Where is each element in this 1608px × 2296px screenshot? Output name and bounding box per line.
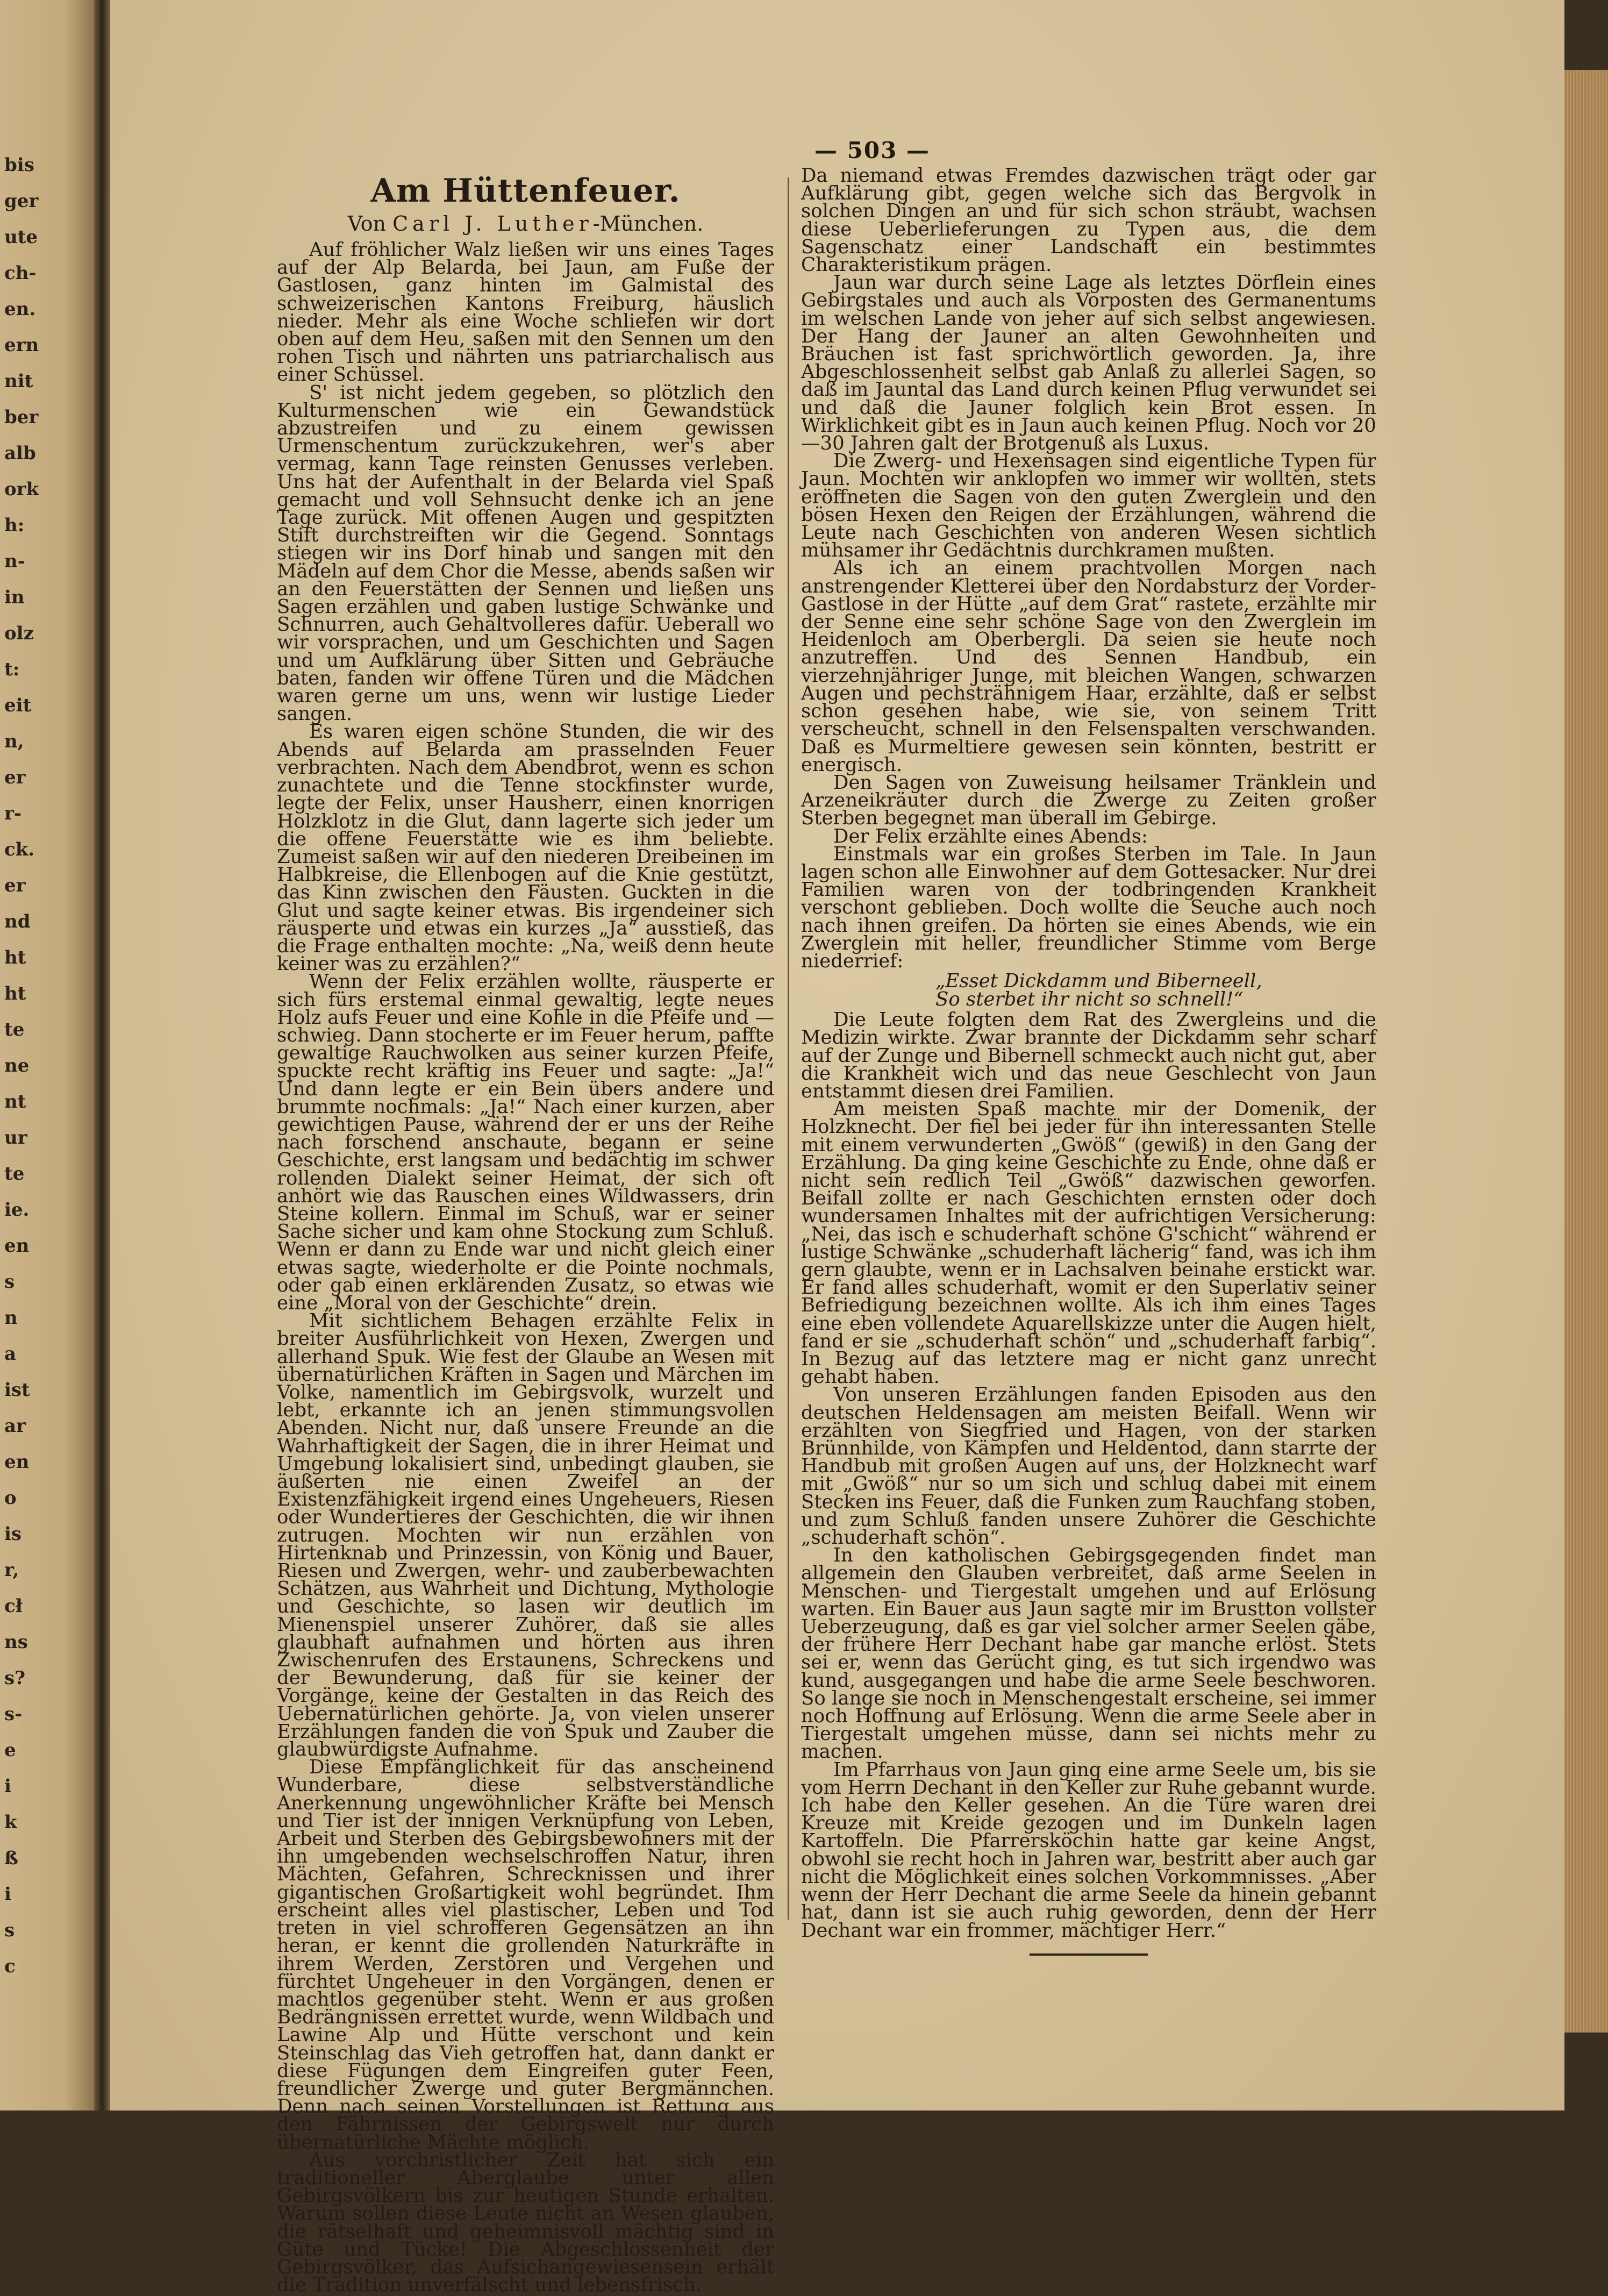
previous-page-text: er (4, 767, 26, 788)
previous-page-text: o (4, 1487, 17, 1509)
previous-page-text: ht (4, 983, 26, 1004)
previous-page-text: a (4, 1343, 17, 1365)
previous-page-text: e (4, 1739, 16, 1761)
previous-page-text: ern (4, 334, 39, 356)
left-paragraph: S' ist nicht jedem gegeben, so plötzlich den Kulturmenschen wie ein Gewandstück abzustreifen und zu einem gewissen Urmenschentum zurückzukehren, wer's aber vermag, kann Tage reinsten Genusses verleben. Uns hat der Aufenthalt in der Belarda viel Spaß gemacht und voll Sehnsucht denke ich an jene Tage zurück. Mit offenen Augen und gespitzten Stift durchstreiften wir die Gegend. Sonntags stiegen wir ins Dorf hinab und sangen mit den Mädeln auf dem Chor die Messe, abends saßen wir an den Feuerstätten der Sennen und ließen uns Sagen erzählen und gaben lustige Schwänke und Schnurren, auch Gehaltvolleres dafür. Ueberall wo wir vorsprachen, und um Geschichten und Sagen und um Aufklärung über Sitten und Gebräuche baten, fanden wir offene Türen und die Mädchen waren gerne um uns, wenn wir lustige Lieder sangen. (277, 381, 774, 725)
left-paragraph: Wenn der Felix erzählen wollte, räusperte er sich fürs erstemal einmal gewaltig, legte neues Holz aufs Feuer und eine Kohle in die Pfeife und — schwieg. Dann stocherte er im Feuer herum, paffte gewaltige Rauchwolken aus seiner kurzen Pfeife, spuckte recht kräftig ins Feuer und sagte: „Ja!“ Und dann legte er ein Bein übers andere und brummte nochmals: „Ja!“ Nach einer kurzen, aber gewichtigen Pause, während der er uns der Reihe nach forschend anschaute, begann er seine Geschichte, erst langsam und bedächtig im schwer rollenden Dialekt seiner Heimat, der sich oft anhört wie das Rauschen eines Wildwassers, drin Steine kollern. Einmal im Schuß, war er seiner Sache sicher und kam ohne Stockung zum Schluß. Wenn er dann zu Ende war und nicht gleich einer etwas sagte, wiederholte er die Pointe nochmals, oder gab einen erklärenden Zusatz, so etwas wie eine „Moral von der Geschichte“ drein. (277, 971, 774, 1314)
right-paragraph: Die Leute folgten dem Rat des Zwergleins und die Medizin wirkte. Zwar brannte der Dickdamm sehr scharf auf der Zunge und Bibernell schmeckt auch nicht gut, aber die Krankheit wich und das neue Geschlecht von Jaun entstammt diesen drei Familien. (801, 1009, 1376, 1102)
page-number: — 503 — (814, 137, 930, 163)
previous-page-text: n- (4, 551, 25, 572)
previous-page-text: ger (4, 190, 39, 212)
previous-page-text: ie. (4, 1199, 30, 1221)
previous-page-text: ß (4, 1848, 18, 1869)
previous-page-fragment (0, 0, 94, 2110)
article-title: Am Hüttenfeuer. (370, 172, 681, 210)
previous-page-text: ur (4, 1127, 27, 1149)
byline-suffix: -München. (592, 212, 704, 236)
previous-page-text: r, (4, 1559, 19, 1581)
verse-line: So sterbet ihr nicht so schnell!“ (935, 988, 1243, 1011)
previous-page-text: r- (4, 803, 22, 824)
previous-page-text: ar (4, 1415, 26, 1437)
previous-page-text: t: (4, 659, 20, 680)
previous-page-text: h: (4, 515, 25, 536)
column-divider (788, 177, 789, 1920)
left-column-text (277, 241, 774, 2294)
right-paragraph: Von unseren Erzählungen fanden Episoden aus den deutschen Heldensagen am meisten Beifall. Wenn wir erzählten von Siegfried und Hagen, von der starken Brünnhilde, von Kämpfen und Heldentod, dann starrte der Handbub mit großen Augen auf uns, der Holzknecht warf mit „Gwöß“ nur so um sich und schlug dabei mit einem Stecken ins Feuer, daß die Funken zum Rauchfang stoben, und zum Schluß fanden unsere Zuhörer die Geschichte „schuderhaft schön“. (801, 1384, 1376, 1549)
byline-prefix: Von (347, 212, 387, 236)
left-column (277, 167, 774, 2294)
previous-page-text: is (4, 1523, 22, 1545)
previous-page-text: s- (4, 1703, 23, 1725)
previous-page-text: en. (4, 298, 36, 320)
zwerg-verse (935, 972, 1376, 1009)
right-paragraph: Einstmals war ein großes Sterben im Tale. In Jaun lagen schon alle Einwohner auf dem Gottesacker. Nur drei Familien waren von der todbringenden Krankheit verschont geblieben. Doch wollte die Seuche auch noch nach ihnen greifen. Da hörten sie eines Abends, wie ein Zwerglein mit heller, freundlicher Stimme vom Berge niederrief: (801, 843, 1376, 972)
previous-page-text: ne (4, 1055, 30, 1076)
previous-page-text: ns (4, 1631, 28, 1653)
left-paragraph: Aus vorchristlicher Zeit hat sich ein traditioneller Aberglaube unter allen Gebirgsvölkern bis zur heutigen Stunde erhalten. Warum sollen diese Leute nicht an Wesen glauben, die rätselhaft und geheimnisvoll mächtig sind in Güte und Tücke! Die Abgeschlossenheit der Gebirgsvölker, das Aufsichangewiesensein erhält die Tradition unverfälscht und lebensfrisch. (277, 2149, 774, 2296)
right-column-text-after (801, 1011, 1376, 1940)
previous-page-text: te (4, 1163, 25, 1185)
right-paragraph: Da niemand etwas Fremdes dazwischen trägt oder gar Aufklärung gibt, gegen welche sich das Bergvolk in solchen Dingen an und für sich schon sträubt, wachsen diese Ueberlieferungen zu Typen aus, die dem Sagenschatz einer Landschaft ein bestimmtes Charakteristikum prägen. (801, 165, 1376, 276)
previous-page-text: alb (4, 443, 36, 464)
previous-page-text: er (4, 875, 26, 896)
previous-page-text: k (4, 1812, 17, 1833)
right-paragraph: Die Zwerg- und Hexensagen sind eigentliche Typen für Jaun. Mochten wir anklopfen wo immer wir wollten, stets eröffneten die Sagen von den guten Zwerglein und den bösen Hexen den Reigen der Erzählungen, während die Leute nach Geschichten von anderen Wesen sichtlich mühsamer ihr Gedächtnis durchkramen mußten. (801, 450, 1376, 562)
right-paragraph: Der Felix erzählte eines Abends: (833, 825, 1148, 847)
previous-page-text: ber (4, 407, 39, 428)
previous-page-text: s (4, 1920, 15, 1941)
previous-page-text: ist (4, 1379, 30, 1401)
right-paragraph: Am meisten Spaß machte mir der Domenik, der Holzknecht. Der fiel bei jeder für ihn interessanten Stelle mit einem verwunderten „Gwöß“ (gewiß) in den Gang der Erzählung. Da ging keine Geschichte zu Ende, ohne daß er nicht sein redlich Teil „Gwöß“ dazwischen geworfen. Beifall zollte er nach Geschichten ernsten oder doch wundersamen Inhaltes mit der aufrichtigen Versicherung: „Nei, das isch e schuderhaft schöne G'schicht“ während er lustige Schwänke „schuderhaft lächerig“ fand, was ich ihm gern glaubte, wenn er in Lachsalven beinahe erstickt war. Er fand alles schuderhaft, womit er den Superlativ seiner Befriedigung bezeichnen wollte. Als ich ihm eines Tages eine eben vollendete Aquarellskizze unter die Augen hielt, fand er sie „schuderhaft schön“ und „schuderhaft farbig“. In Bezug auf das letztere mag er nicht ganz unrecht gehabt haben. (801, 1098, 1376, 1388)
article-byline (277, 212, 774, 236)
previous-page-text: nit (4, 370, 33, 392)
previous-page-text: c (4, 1956, 16, 1977)
right-paragraph: Als ich an einem prachtvollen Morgen nach anstrengender Kletterei über den Nordabsturz der Vorder-Gastlose in der Hütte „auf dem Grat“ rastete, erzählte mir der Senne eine sehr schöne Sage von den Zwerglein im Heidenloch am Oberbergli. Da seien sie heute noch anzutreffen. Und des Sennen Handbub, ein vierzehnjähriger Junge, mit bleichen Wangen, schwarzen Augen und pechsträhnigem Haar, erzählte, daß er selbst schon gesehen habe, wie sie, von seinem Tritt verscheucht, schnell in den Felsenspalten verschwanden. Daß es Murmeltiere gewesen sein könnten, bestritt er energisch. (801, 557, 1376, 776)
background (1564, 2033, 1608, 2110)
previous-page-text: en (4, 1235, 30, 1257)
previous-page-text: ck. (4, 839, 35, 860)
right-column (801, 167, 1376, 1956)
previous-page-text: bis (4, 154, 34, 176)
page-block-edge (1564, 70, 1608, 2033)
verse-line: „Esset Dickdamm und Biberneell, (935, 970, 1262, 993)
right-column-text-before (801, 167, 1376, 970)
left-paragraph: Diese Empfänglichkeit für das anscheinend Wunderbare, diese selbstverständliche Anerkennung ungewöhnlicher Kräfte bei Mensch und Tier ist der innigen Verknüpfung von Leben, Arbeit und Sterben des Gebirgsbewohners mit der ihn umgebenden wechselschroffen Natur, ihren Mächten, Gefahren, Schrecknissen und ihrer gigantischen Großartigkeit wohl begründet. Ihm erscheint alles viel plastischer, Leben und Tod treten in viel schrofferen Gegensätzen an ihn heran, er kennt die grollenden Naturkräfte in ihrem Werden, Zerstören und Vergehen und fürchtet Ungeheuer in den Vorgängen, denen er machtlos gegenüber steht. Wenn er aus großen Bedrängnissen errettet wurde, wenn Wildbach und Lawine Alp und Hütte verschont und kein Steinschlag das Vieh getroffen hat, dann dankt er diese Fügungen dem Eingreifen guter Feen, freundlicher Zwerge und guter Bergmännchen. Denn nach seinen Vorstellungen ist Rettung aus den Fährnissen der Gebirgswelt nur durch übernatürliche Mächte möglich. (277, 1756, 774, 2154)
previous-page-text: te (4, 1019, 25, 1040)
left-paragraph: Mit sichtlichem Behagen erzählte Felix in breiter Ausführlichkeit von Hexen, Zwergen und allerhand Spuk. Wie fest der Glaube an Wesen mit übernatürlichen Kräften in Sagen und Märchen im Volke, namentlich im Gebirgsvolk, wurzelt und lebt, erkannte ich an jenen stimmungsvollen Abenden. Nicht nur, daß unsere Freunde an die Wahrhaftigkeit der Sagen, die in ihrer Heimat und Umgebung lokalisiert sind, unbedingt glauben, sie äußerten nie einen Zweifel an der Existenzfähigkeit irgend eines Ungeheuers, Riesen oder Wundertieres der Geschichten, die wir ihnen zutrugen. Mochten wir nun erzählen von Hirtenknab und Prinzessin, von König und Bauer, Riesen und Zwergen, wehr- und zauberbewachten Schätzen, aus Wahrheit und Dichtung, Mythologie und Geschichte, so lasen wir deutlich im Mienenspiel unserer Zuhörer, daß sie alles glaubhaft aufnahmen und hörten aus ihren Zwischenrufen des Erstaunens, Schreckens und der Bewunderung, daß für sie keiner der Vorgänge, keine der Gestalten in das Reich des Uebernatürlichen gehörte. Ja, von vielen unserer Erzählungen fanden die von Spuk und Zauber die glaubwürdigste Aufnahme. (277, 1310, 774, 1761)
byline-author: Carl J. Luther (392, 212, 593, 236)
right-paragraph: Den Sagen von Zuweisung heilsamer Tränklein und Arzeneikräuter durch die Zwerge zu Zeiten großer Sterben begegnet man überall im Gebirge. (801, 771, 1376, 830)
previous-page-text: n (4, 1307, 18, 1329)
right-paragraph: In den katholischen Gebirgsgegenden findet man allgemein den Glauben verbreitet, daß arme Seelen in Menschen- und Tiergestalt umgehen und auf Erlösung warten. Ein Bauer aus Jaun sagte mir im Brustton vollster Ueberzeugung, daß es gar viel solcher armer Seelen gäbe, der frühere Herr Dechant habe gar manche erlöst. Stets sei er, wenn das Gerücht ging, es tut sich irgendwo was kund, ausgegangen und habe die arme Seele beschworen. So lange sie noch in Menschengestalt erscheine, sei immer noch Hoffnung auf Erlösung. Wenn die arme Seele aber in Tiergestalt umgehen müsse, dann sei nichts mehr zu machen. (801, 1544, 1376, 1763)
previous-page-text: n, (4, 731, 24, 752)
previous-page-text: s? (4, 1667, 26, 1689)
previous-page-text: ute (4, 226, 38, 248)
previous-page-text: nd (4, 911, 31, 932)
right-paragraph: Jaun war durch seine Lage als letztes Dörflein eines Gebirgstales und auch als Vorposten des Germanentums im welschen Lande von jeher auf sich selbst angewiesen. Der Hang der Jauner an alten Gewohnheiten und Bräuchen ist fast sprichwörtlich geworden. Ja, ihre Abgeschlossenheit selbst gab Anlaß zu allerlei Sagen, so daß im Jauntal das Land durch keinen Pflug verwundet sei und daß die Jauner folglich kein Brot essen. In Wirklichkeit gibt es in Jaun auch keinen Pflug. Noch vor 20—30 Jahren galt der Brotgenuß als Luxus. (801, 272, 1376, 455)
previous-page-text: ch- (4, 262, 37, 284)
previous-page-text: s (4, 1271, 15, 1293)
previous-page-text: i (4, 1884, 11, 1905)
previous-page-text: i (4, 1776, 11, 1797)
left-paragraph: Auf fröhlicher Walz ließen wir uns eines Tages auf der Alp Belarda, bei Jaun, am Fuße der Gastlosen, ganz hinten im Galmistal des schweizerischen Kantons Freiburg, häuslich nieder. Mehr als eine Woche schliefen wir dort oben auf dem Heu, saßen mit den Sennen um den rohen Tisch und nährten uns patriarchalisch aus einer Schüssel. (277, 239, 774, 386)
previous-page-text: olz (4, 623, 34, 644)
previous-page-text: in (4, 587, 25, 608)
end-rule (1030, 1953, 1148, 1956)
previous-page-text: ht (4, 947, 26, 968)
book-gutter (94, 0, 110, 2110)
previous-page-text: ork (4, 479, 39, 500)
previous-page-text: en (4, 1451, 30, 1473)
left-paragraph: Es waren eigen schöne Stunden, die wir des Abends auf Belarda am prasselnden Feuer verbrachten. Nach dem Abendbrot, wenn es schon zunachtete und die Tenne stockfinster wurde, legte der Felix, unser Hausherr, einen knorrigen Holzklotz in die Glut, dann lagerte sich jeder um die offene Feuerstätte wie es ihm beliebte. Zumeist saßen wir auf den niederen Dreibeinen im Halbkreise, die Ellenbogen auf die Knie gestützt, das Kinn zwischen den Fäusten. Guckten in die Glut und sagte keiner etwas. Bis irgendeiner sich räusperte und etwas ein kurzes „Ja“ ausstieß, das die Frage enthalten mochte: „Na, weiß denn heute keiner was zu erzählen?“ (277, 721, 774, 975)
previous-page-text: nt (4, 1091, 26, 1113)
right-paragraph: Im Pfarrhaus von Jaun ging eine arme Seele um, bis sie vom Herrn Dechant in den Keller zur Ruhe gebannt wurde. Ich habe den Keller gesehen. An die Türe waren drei Kreuze mit Kreide gezogen und im Dunkeln lagen Kartoffeln. Die Pfarrersköchin hatte gar keine Angst, obwohl sie recht hoch in Jahren war, bestritt aber auch gar nicht die Möglichkeit eines solchen Vorkommnisses. „Aber wenn der Herr Dechant die arme Seele da hinein gebannt hat, dann ist sie auch ruhig geworden, denn der Herr Dechant war ein frommer, mächtiger Herr.“ (801, 1758, 1376, 1942)
previous-page-text: cł (4, 1595, 23, 1617)
previous-page-text: eit (4, 695, 32, 716)
